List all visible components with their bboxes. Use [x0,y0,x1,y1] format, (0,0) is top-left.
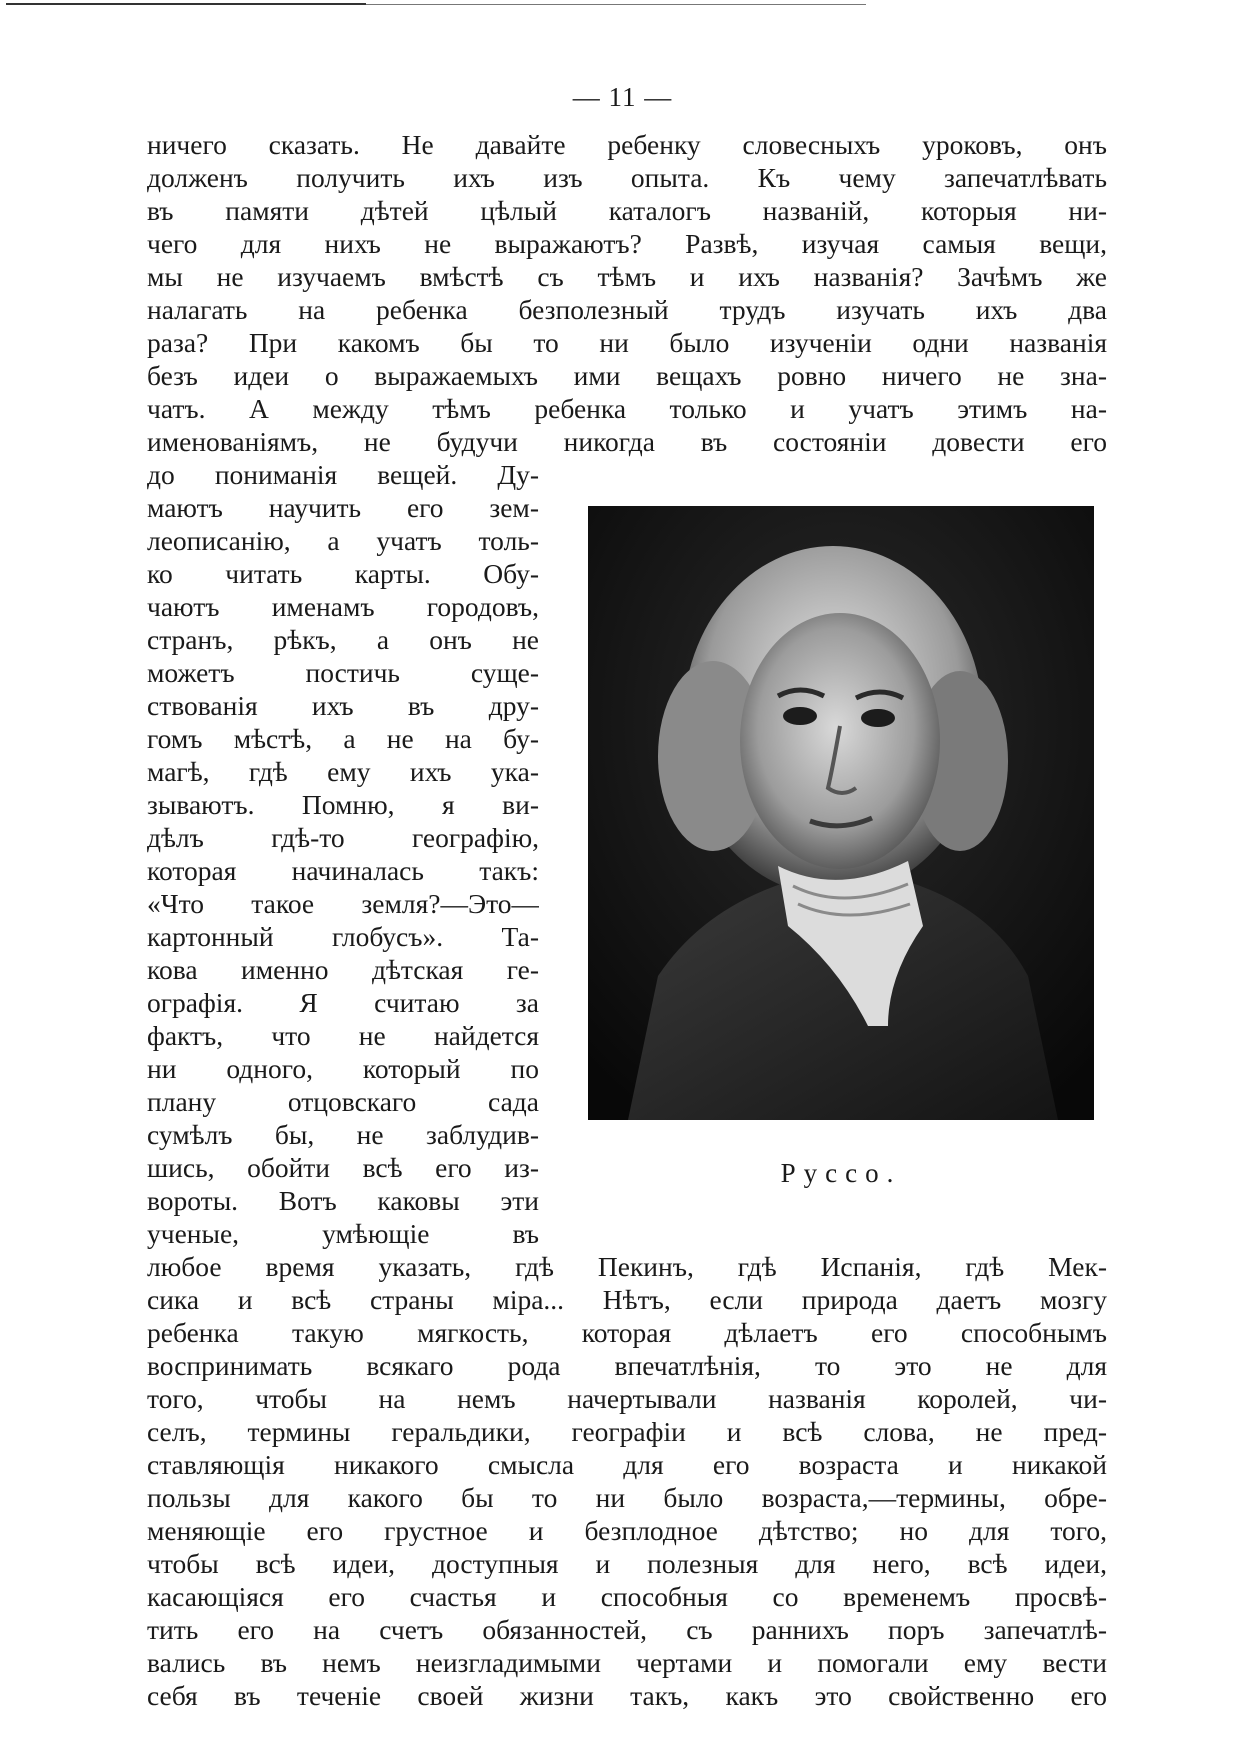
text-line: себя въ теченiе своей жизни такъ, какъ это свойственно его [147,1680,1107,1711]
portrait-illustration [588,506,1094,1120]
text-line: маютъ научить его зем- [147,492,539,523]
text-line: въ памяти дѣтей цѣлый каталогъ названiй, которыя ни- [147,195,1107,226]
text-line: картонный глобусъ». Та- [147,921,539,952]
text-line: ко читать карты. Обу- [147,558,539,589]
text-line: пользы для какого бы то ни было возраста,—термины, обре- [147,1482,1107,1513]
text-line: чтобы всѣ идеи, доступныя и полезныя для него, всѣ идеи, [147,1548,1107,1579]
text-line: касающiяся его счастья и способныя со временемъ просвѣ- [147,1581,1107,1612]
text-line: раза? При какомъ бы то ни было изученiи одни названiя [147,327,1107,358]
text-line: гомъ мѣстѣ, а не на бу- [147,723,539,754]
text-line: шись, обойти всѣ его из- [147,1152,539,1183]
portrait-caption: Руссо. [780,1158,902,1188]
text-line: леописанiю, а учатъ толь- [147,525,539,556]
text-line: ни одного, который по [147,1053,539,1084]
text-line: мы не изучаемъ вмѣстѣ съ тѣмъ и ихъ названiя? Зачѣмъ же [147,261,1107,292]
text-line: налагать на ребенка безполезный трудъ изучать ихъ два [147,294,1107,325]
text-line: селъ, термины геральдики, географiи и всѣ слова, не пред- [147,1416,1107,1447]
portrait-image [588,506,1094,1120]
text-line: воспринимать всякаго рода впечатлѣнiя, то это не для [147,1350,1107,1381]
text-line: именованiямъ, не будучи никогда въ состоянiи довести его [147,426,1107,457]
text-line: магѣ, гдѣ ему ихъ ука- [147,756,539,787]
text-line: дѣлъ гдѣ-то географiю, [147,822,539,853]
top-border-line-faint [366,4,866,5]
text-line: странъ, рѣкъ, а онъ не [147,624,539,655]
text-line: долженъ получить ихъ изъ опыта. Къ чему запечатлѣвать [147,162,1107,193]
text-line: которая начиналась такъ: [147,855,539,886]
page-number: — 11 — [572,82,673,112]
text-line: до пониманiя вещей. Ду- [147,459,539,490]
text-line: чего для нихъ не выражаютъ? Развѣ, изучая самыя вещи, [147,228,1107,259]
text-line: кова именно дѣтская ге- [147,954,539,985]
text-line: меняющiе его грустное и безплодное дѣтство; но для того, [147,1515,1107,1546]
text-line: ставляющiя никакого смысла для его возраста и никакой [147,1449,1107,1480]
text-line: того, чтобы на немъ начертывали названiя королей, чи- [147,1383,1107,1414]
text-line: безъ идеи о выражаемыхъ ими вещахъ ровно ничего не зна- [147,360,1107,391]
text-line: любое время указать, гдѣ Пекинъ, гдѣ Испанiя, гдѣ Мек- [147,1251,1107,1282]
text-line: плану отцовскаго сада [147,1086,539,1117]
text-line: ствованiя ихъ въ дру- [147,690,539,721]
text-line: ребенка такую мягкость, которая дѣлаетъ его способнымъ [147,1317,1107,1348]
text-line: вались въ немъ неизгладимыми чертами и помогали ему вести [147,1647,1107,1678]
text-line: ничего сказать. Не давайте ребенку словесныхъ уроковъ, онъ [147,129,1107,160]
text-line: сумѣлъ бы, не заблудив- [147,1119,539,1150]
text-line: чатъ. А между тѣмъ ребенка только и учатъ этимъ на- [147,393,1107,424]
top-border-line [6,3,366,5]
text-line: вороты. Вотъ каковы эти [147,1185,539,1216]
text-line: «Что такое земля?—Это— [147,888,539,919]
text-line: можетъ постичь суще- [147,657,539,688]
text-line: сика и всѣ страны мiра... Нѣтъ, если природа даетъ мозгу [147,1284,1107,1315]
text-line: зываютъ. Помню, я ви- [147,789,539,820]
text-line: фактъ, что не найдется [147,1020,539,1051]
text-line: ографiя. Я считаю за [147,987,539,1018]
text-line: ученые, умѣющiе въ [147,1218,539,1249]
text-line: чаютъ именамъ городовъ, [147,591,539,622]
text-line: тить его на счетъ обязанностей, съ раннихъ поръ запечатлѣ- [147,1614,1107,1645]
